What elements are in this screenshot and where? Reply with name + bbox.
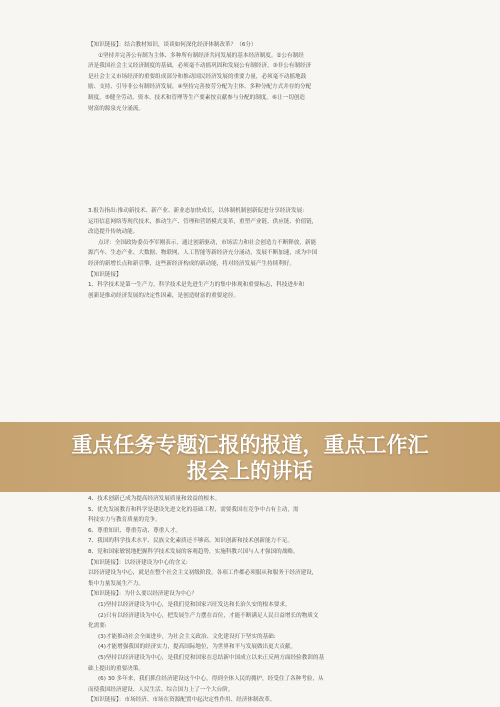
text-line: (4)才能增强我国的经济实力，提高国际地位，为世界和平与发展做出更大贡献。 (98, 644, 297, 651)
text-line: 经济的新增长点和新引擎，这些新经济构成的新动能，将对经济发展产生持续利好。 (88, 260, 295, 267)
text-line: 改造提升传统动能。 (88, 229, 139, 236)
text-line: 5、优先发展教育和科学是建设先进文化的基础工程，需要我国在竞争中占有主动，需 (88, 506, 299, 513)
text-line: 【知识链接】 (88, 271, 122, 278)
text-line: (6) 30 多年来，我们抓住经济建设这个中心，得到全体人民的拥护，经受住了各种考验，从 (98, 676, 324, 683)
article-title (0, 432, 500, 484)
text-line: 8、党和国家敏锐地把握科学技术发展的客观趋势，实施科教兴国与人才强国的战略。 (88, 548, 299, 555)
text-line: 制度。⑤健全劳动、资本、技术和管理等生产要素按贡献参与分配的制度。⑥让一切创造 (88, 94, 305, 101)
text-line: (5)坚持以经济建设为中心，是我们党和国家在总结新中国成立以来正反两方面经验教训的基 (98, 654, 325, 661)
text-line: 创新是推动经济发展的决定性因素，是创造财富的重要途径。 (88, 292, 240, 299)
text-line: 财富的源泉充分涌流。 (88, 105, 144, 112)
text-line: (3)才能推动社会全面进步，为社会主义政治、文化建设打下坚实的基础: (98, 633, 276, 640)
text-line: 集中力量发展生产力。 (88, 580, 144, 587)
knowledge-block-3 (88, 494, 414, 706)
text-line: 点评：全国政协委员李军刚表示，通过创新驱动，市场活力和社会创造力不断释放，新能 (98, 239, 317, 246)
text-line: 【知识链接】：市场经济、市场在资源配置中起决定性作用、经济体制改革。 (88, 697, 276, 704)
text-line: 4、技术创新已成为提高经济发展质量和效益的根本。 (88, 496, 221, 502)
text-line: 是社会主义市场经济的重要组成部分和推动国民经济发展的重要力量，必须毫不动摇地鼓 (88, 73, 307, 80)
text-line: (1)坚持以经济建设为中心，是我们党和国家兴旺发达和长治久安的根本要求。 (98, 601, 291, 608)
text-line: 源汽车、生态产业、大数据、物联网、人工智能等新经济充分涌动，发展不断加速，成为中国 (88, 250, 318, 257)
text-line: 【知识链接】：以经济建设为中心的含义: (88, 559, 188, 566)
article-title-line-1: 重点任务专题汇报的报道，重点工作汇 (71, 433, 429, 457)
text-line: (2)只有以经济建设为中心，把发展生产力摆在首位，才能不断满足人民日益增长的物质文 (98, 612, 319, 619)
text-line: 3.报告指出:推动新技术、新产业、新业态加快成长，以体制机制创新促进分享经济发展: (88, 208, 305, 214)
text-line: 而使我国经济建设、人民生活、综合国力上了一个大台阶。 (88, 686, 234, 693)
text-line: 6、尊重知识、尊重劳动、尊重人才。 (88, 527, 182, 534)
article-title-line-2: 报会上的讲话 (187, 459, 313, 483)
text-line: 1、科学技术是第一生产力，科学技术是先进生产力的集中体现和重要标志，科技进步和 (88, 282, 305, 289)
text-line: 以经济建设为中心，就是在整个社会主义初级阶段，各项工作都必须服从和服务于经济建设， (88, 570, 318, 577)
text-line: 科技实力与教育质量的竞争。 (88, 517, 161, 524)
text-line: 济是我国社会主义经济制度的基础，必须毫不动摇巩固和发展公有制经济。③非公有制经济 (88, 63, 312, 70)
text-line: 运用信息网络等现代技术，推动生产、管理和营销模式变革，重塑产业链、供应链、价值链， (88, 218, 318, 225)
text-line: 化需要: (88, 623, 107, 630)
knowledge-block-2 (88, 206, 414, 301)
knowledge-block-1 (88, 40, 414, 114)
text-line: 【知识链接】：为什么要以经济建设为中心？ (88, 591, 198, 598)
text-line: ①坚持并完善公有制为主体、多种所有制经济共同发展的基本经济制度。②公有制经 (98, 52, 304, 59)
text-line: 励、支持、引导非公有制经济发展。④坚持完善按劳分配为主体、多种分配方式并存的分配 (88, 84, 312, 91)
text-line: 础上提出的重要决策。 (88, 665, 144, 672)
text-line: 7、我国的科学技术水平、民族文化素质还不够高。知识创新和技术创新能力不足。 (88, 538, 293, 545)
text-line: 【知识链接】：结合教材知识，谈谈如何深化经济体制改革？（6分） (88, 42, 257, 48)
